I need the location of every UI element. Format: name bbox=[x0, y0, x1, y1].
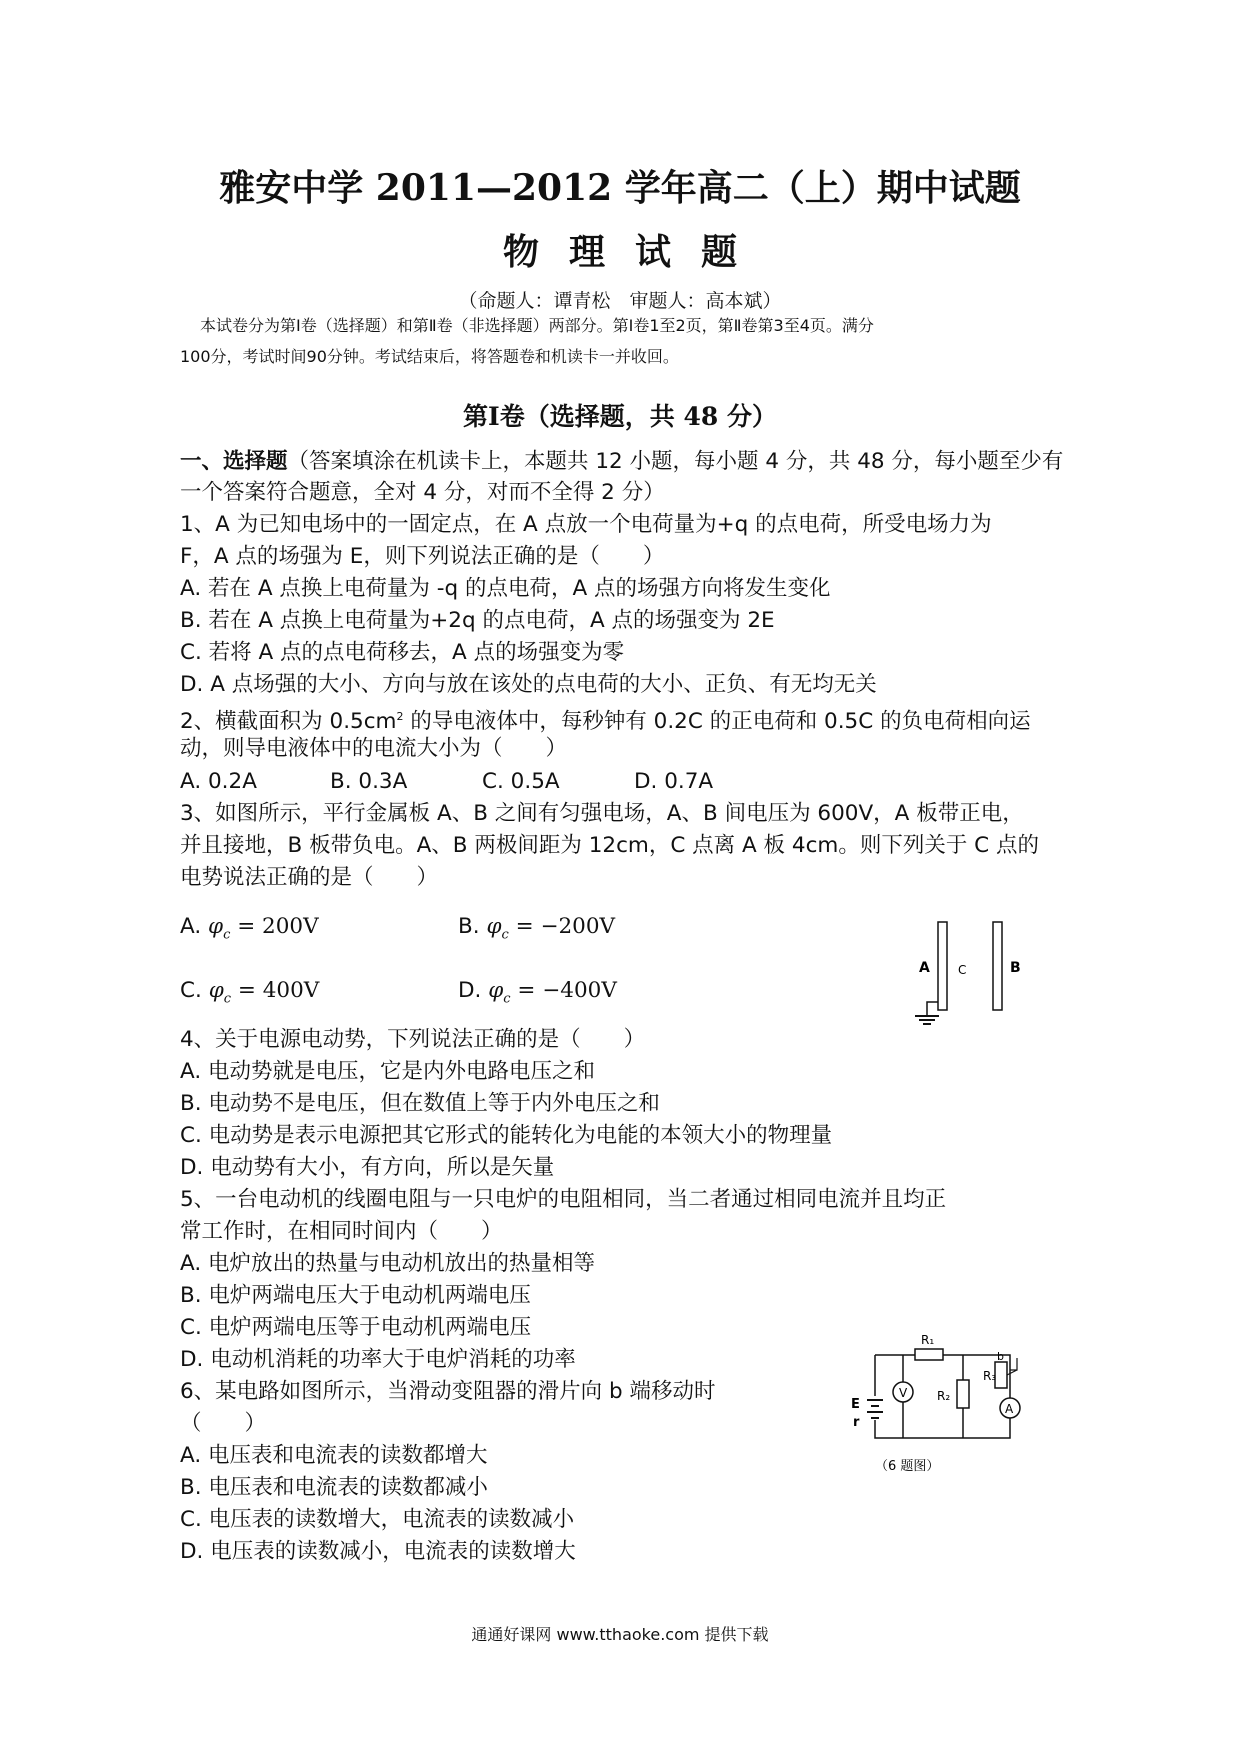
q5-option-d: D. 电动机消耗的功率大于电炉消耗的功率 bbox=[180, 1347, 576, 1372]
q3-d-label: D. bbox=[458, 978, 482, 1003]
q2-option-c: C. 0.5A bbox=[482, 769, 560, 794]
q5-stem-1: 5、一台电动机的线圈电阻与一只电炉的电阻相同，当二者通过相同电流并且均正 bbox=[180, 1187, 947, 1212]
ground-wire bbox=[927, 1002, 938, 1016]
intro-line-2: 100分，考试时间90分钟。考试结束后，将答题卷和机读卡一并收回。 bbox=[180, 347, 679, 366]
q2-stem-1 bbox=[180, 702, 1031, 737]
q3-c-value: = 400V bbox=[237, 978, 320, 1003]
footer-text: 通通好课网 www.tthaoke.com 提供下载 bbox=[471, 1625, 769, 1644]
phi-symbol: φ bbox=[486, 914, 502, 939]
rheostat-r3 bbox=[995, 1362, 1007, 1388]
q3-plates-figure bbox=[895, 920, 1045, 1035]
plate-b-label: B bbox=[1010, 960, 1021, 976]
q3-stem-1: 3、如图所示，平行金属板 A、B 之间有匀强电场，A、B 间电压为 600V，A 板带正电， bbox=[180, 801, 1024, 826]
q1-stem-1: 1、A 为已知电场中的一固定点，在 A 点放一个电荷量为+q 的点电荷，所受电场力为 bbox=[180, 512, 992, 537]
q3-a-label: A. bbox=[180, 914, 202, 939]
rheostat-slider bbox=[1007, 1358, 1017, 1375]
q5-option-b: B. 电炉两端电压大于电动机两端电压 bbox=[180, 1283, 531, 1308]
r1-label: R₁ bbox=[921, 1333, 935, 1347]
part-desc-1: （答案填涂在机读卡上，本题共 12 小题，每小题 4 分，共 48 分，每小题至少有 bbox=[287, 449, 1064, 474]
internal-r-label: r bbox=[853, 1415, 860, 1430]
q2-options bbox=[180, 767, 713, 797]
phi-symbol: φ bbox=[208, 978, 224, 1003]
part-instructions-line-1 bbox=[180, 447, 1063, 477]
r2-label: R₂ bbox=[937, 1389, 951, 1403]
voltmeter-label: V bbox=[899, 1386, 908, 1400]
q5-stem-2: 常工作时，在相同时间内（ ） bbox=[180, 1219, 503, 1244]
section-heading: 第Ⅰ卷（选择题，共 48 分） bbox=[463, 402, 777, 431]
q2-stem-1a: 2、横截面积为 0.5cm bbox=[180, 709, 397, 735]
q6-figure-caption: （6 题图） bbox=[875, 1459, 940, 1474]
q3-option-d bbox=[458, 976, 617, 1014]
phi-symbol: φ bbox=[208, 914, 224, 939]
q2-stem-sup: 2 bbox=[396, 710, 404, 723]
phi-symbol: φ bbox=[488, 978, 504, 1003]
q6-option-c: C. 电压表的读数增大，电流表的读数减小 bbox=[180, 1507, 575, 1532]
phi-subscript: c bbox=[501, 927, 509, 943]
exam-title: 雅安中学 2011—2012 学年高二（上）期中试题 bbox=[219, 167, 1021, 209]
q3-c-label: C. bbox=[180, 978, 202, 1003]
q4-option-b: B. 电动势不是电压，但在数值上等于内外电压之和 bbox=[180, 1091, 660, 1116]
q3-b-value: = −200V bbox=[515, 914, 616, 939]
q4-stem: 4、关于电源电动势，下列说法正确的是（ ） bbox=[180, 1027, 646, 1052]
phi-subscript: c bbox=[503, 991, 511, 1007]
authors-line: （命题人：谭青松 审题人：高本斌） bbox=[458, 290, 782, 312]
q2-option-a: A. 0.2A bbox=[180, 769, 257, 794]
q6-option-b: B. 电压表和电流表的读数都减小 bbox=[180, 1475, 488, 1500]
q2-stem-1b: 的导电液体中，每秒钟有 0.2C 的正电荷和 0.5C 的负电荷相向运 bbox=[403, 709, 1031, 735]
q5-option-c: C. 电炉两端电压等于电动机两端电压 bbox=[180, 1315, 532, 1340]
subject-title: 物理试题 bbox=[502, 231, 767, 273]
b-end-label: b bbox=[997, 1350, 1004, 1363]
plate-b bbox=[993, 922, 1002, 1010]
q2-stem-2: 动，则导电液体中的电流大小为（ ） bbox=[180, 736, 568, 761]
battery-icon bbox=[867, 1400, 883, 1418]
q1-stem-2: F，A 点的场强为 E，则下列说法正确的是（ ） bbox=[180, 544, 665, 569]
q5-option-a: A. 电炉放出的热量与电动机放出的热量相等 bbox=[180, 1251, 596, 1276]
q4-option-a: A. 电动势就是电压，它是内外电路电压之和 bbox=[180, 1059, 596, 1084]
q2-option-b: B. 0.3A bbox=[330, 769, 408, 794]
q2-option-d: D. 0.7A bbox=[634, 769, 714, 794]
ammeter-label: A bbox=[1005, 1402, 1014, 1416]
emf-label: E bbox=[851, 1397, 860, 1412]
q6-option-d: D. 电压表的读数减小，电流表的读数增大 bbox=[180, 1539, 576, 1564]
q3-b-label: B. bbox=[458, 914, 480, 939]
part-desc-2: 一个答案符合题意，全对 4 分，对而不全得 2 分） bbox=[180, 480, 665, 505]
phi-subscript: c bbox=[223, 991, 232, 1007]
phi-subscript: c bbox=[223, 927, 231, 943]
q3-option-c bbox=[180, 976, 319, 1014]
q4-option-d: D. 电动势有大小，有方向，所以是矢量 bbox=[180, 1155, 555, 1180]
q6-stem-1: 6、某电路如图所示，当滑动变阻器的滑片向 b 端移动时 bbox=[180, 1379, 716, 1404]
q3-option-a bbox=[180, 912, 319, 950]
q6-circuit-figure bbox=[845, 1330, 1025, 1485]
r3-label: R₃ bbox=[983, 1369, 997, 1383]
q1-option-c: C. 若将 A 点的点电荷移去，A 点的场强变为零 bbox=[180, 640, 625, 665]
ground-icon bbox=[915, 1016, 939, 1024]
resistor-r1 bbox=[915, 1349, 943, 1360]
plate-a bbox=[938, 922, 947, 1010]
q4-option-c: C. 电动势是表示电源把其它形式的能转化为电能的本领大小的物理量 bbox=[180, 1123, 833, 1148]
resistor-r2 bbox=[957, 1380, 969, 1408]
part-label: 一、选择题 bbox=[180, 449, 288, 474]
q3-option-b bbox=[458, 912, 615, 950]
q1-option-a: A. 若在 A 点换上电荷量为 -q 的点电荷，A 点的场强方向将发生变化 bbox=[180, 576, 831, 601]
q6-option-a: A. 电压表和电流表的读数都增大 bbox=[180, 1443, 488, 1468]
q3-d-value: = −400V bbox=[517, 978, 617, 1003]
q6-stem-2: （ ） bbox=[180, 1411, 267, 1436]
q3-a-value: = 200V bbox=[237, 914, 319, 939]
q3-stem-3: 电势说法正确的是（ ） bbox=[180, 865, 439, 890]
point-c-label: C bbox=[958, 963, 967, 977]
intro-line-1: 本试卷分为第Ⅰ卷（选择题）和第Ⅱ卷（非选择题）两部分。第Ⅰ卷1至2页，第Ⅱ卷第3至4页。满分 bbox=[200, 316, 874, 335]
q3-stem-2: 并且接地，B 板带负电。A、B 两极间距为 12cm，C 点离 A 板 4cm。则下列关于 C 点的 bbox=[180, 833, 1040, 858]
q1-option-b: B. 若在 A 点换上电荷量为+2q 的点电荷，A 点的场强变为 2E bbox=[180, 608, 775, 633]
plate-a-label: A bbox=[919, 960, 930, 976]
q1-option-d: D. A 点场强的大小、方向与放在该处的点电荷的大小、正负、有无均无关 bbox=[180, 672, 877, 697]
